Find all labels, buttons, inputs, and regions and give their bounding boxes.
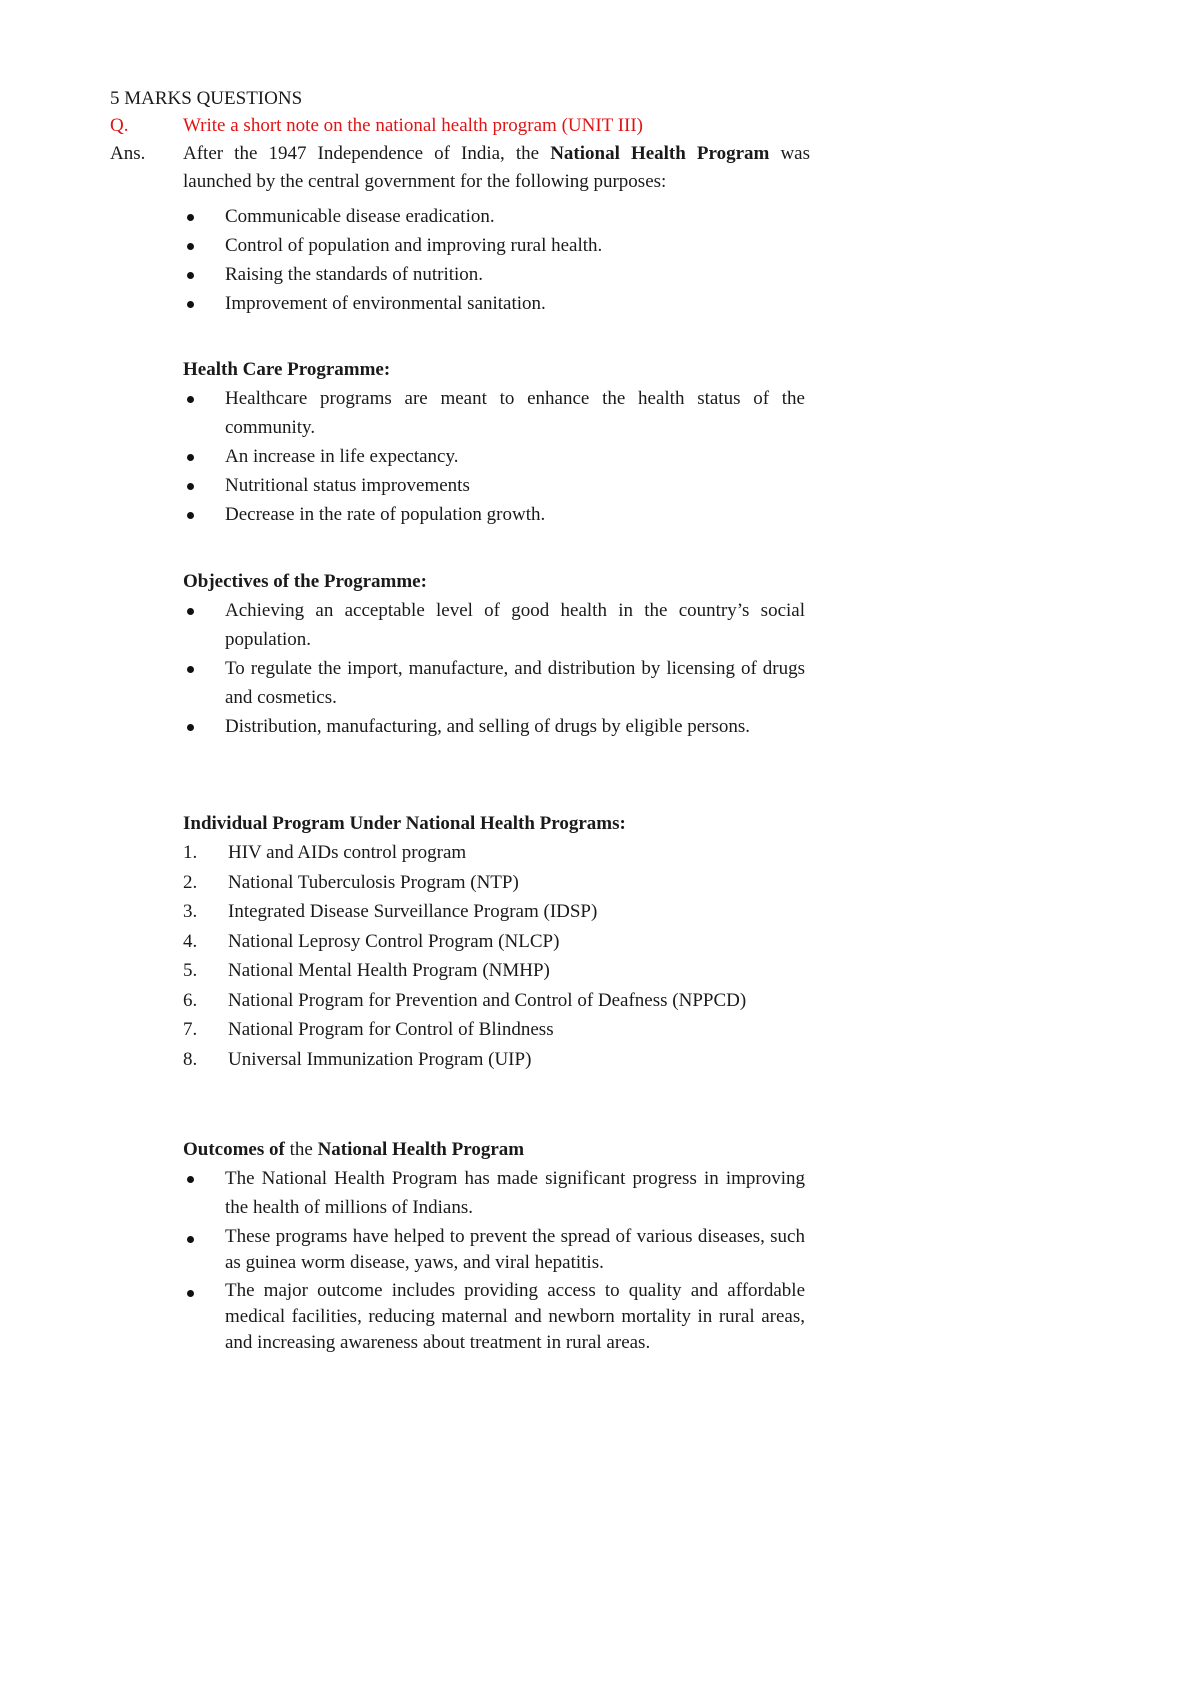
section-title: Outcomes of the National Health Program	[183, 1139, 525, 1160]
list-item: 5. National Mental Health Program (NMHP)	[183, 960, 550, 981]
list-item: Decrease in the rate of population growth.	[183, 500, 805, 529]
list-item: Control of population and improving rural health.	[183, 231, 805, 260]
answer-intro	[183, 140, 810, 196]
answer-intro-before: After the 1947 Independence of India, the	[183, 143, 551, 164]
bullet-icon	[187, 724, 194, 731]
list-item: 6. National Program for Prevention and Control of Deafness (NPPCD)	[183, 989, 747, 1011]
list-item: An increase in life expectancy.	[183, 442, 805, 471]
list-item: 3. Integrated Disease Surveillance Program (IDSP)	[183, 901, 598, 922]
health-care-list	[183, 384, 805, 529]
section-title: Individual Program Under National Health Programs:	[183, 813, 626, 834]
list-item: Achieving an acceptable level of good health in the country’s social population.	[183, 596, 805, 654]
bullet-icon	[187, 666, 194, 673]
answer-label: Ans.	[110, 143, 146, 164]
purposes-section	[183, 202, 805, 318]
bullet-icon	[187, 1176, 194, 1183]
bullet-icon	[187, 301, 194, 308]
list-item: The National Health Program has made significant progress in improving the health of millions of Indians.	[183, 1164, 805, 1222]
bullet-icon	[187, 272, 194, 279]
bullet-icon	[187, 1290, 194, 1297]
answer-intro-after: was launched by the central government for the following purposes:	[183, 143, 811, 192]
objectives-section	[183, 568, 805, 741]
bullet-icon	[187, 483, 194, 490]
list-item: Communicable disease eradication.	[183, 202, 805, 231]
bullet-icon	[187, 243, 194, 250]
outcomes-list	[183, 1164, 805, 1356]
bullet-icon	[187, 512, 194, 519]
list-item: 2. National Tuberculosis Program (NTP)	[183, 871, 519, 893]
list-item: 1. HIV and AIDs control program	[183, 842, 467, 863]
bullet-icon	[187, 396, 194, 403]
health-care-section	[183, 356, 805, 529]
answer-intro-bold: National Health Program	[550, 143, 770, 164]
programs-list	[183, 838, 805, 1074]
list-item: 4. National Leprosy Control Program (NLCP)	[183, 930, 560, 952]
objectives-list	[183, 596, 805, 741]
bullet-icon	[187, 214, 194, 221]
list-item: Nutritional status improvements	[183, 471, 805, 500]
list-item: 7. National Program for Control of Blindness	[183, 1019, 554, 1040]
list-item: Healthcare programs are meant to enhance the health status of the community.	[183, 384, 805, 442]
list-item: Distribution, manufacturing, and selling of drugs by eligible persons.	[183, 712, 805, 741]
page-heading: 5 MARKS QUESTIONS	[110, 88, 303, 109]
list-item: 8. Universal Immunization Program (UIP)	[183, 1048, 532, 1070]
question-text: Write a short note on the national health program (UNIT III)	[183, 115, 644, 136]
question-label: Q.	[110, 115, 129, 136]
list-item: Improvement of environmental sanitation.	[183, 289, 805, 318]
list-item: These programs have helped to prevent the spread of various diseases, such as guinea worm disease, yaws, and viral hepatitis.	[183, 1224, 805, 1276]
bullet-icon	[187, 454, 194, 461]
outcomes-section	[183, 1136, 805, 1358]
list-item: The major outcome includes providing access to quality and affordable medical facilities, reducing maternal and newborn mortality in rural areas, and increasing awareness about treatment in rural areas.	[183, 1278, 805, 1356]
bullet-icon	[187, 608, 194, 615]
list-item: Raising the standards of nutrition.	[183, 260, 805, 289]
list-item: To regulate the import, manufacture, and distribution by licensing of drugs and cosmetics.	[183, 654, 805, 712]
section-title: Health Care Programme:	[183, 359, 391, 380]
purposes-list	[183, 202, 805, 318]
individual-programs-section	[183, 810, 805, 1074]
section-title: Objectives of the Programme:	[183, 571, 427, 592]
bullet-icon	[187, 1236, 194, 1243]
